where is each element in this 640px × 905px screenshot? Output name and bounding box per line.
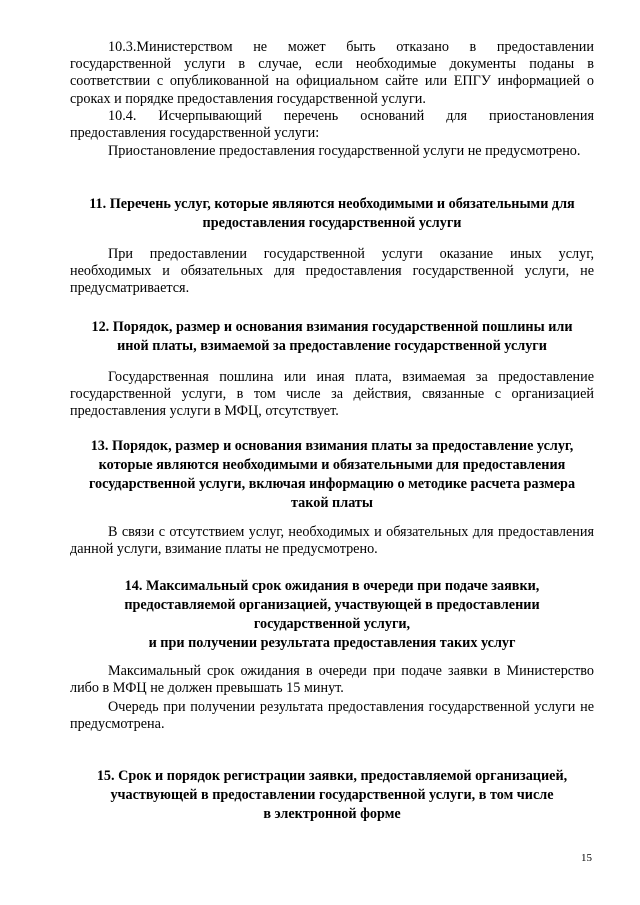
paragraph-section-14-wait: Максимальный срок ожидания в очереди при подаче заявки в Министерство либо в МФЦ не должен превышать 15 минут. xyxy=(70,663,594,697)
heading-line: 12. Порядок, размер и основания взимания государственной пошлины или xyxy=(91,319,573,335)
heading-line: 15. Срок и порядок регистрации заявки, предоставляемой организацией, xyxy=(96,768,568,784)
paragraph-10-4: 10.4. Исчерпывающий перечень оснований для приостановления предоставления государственной услуги: xyxy=(70,108,594,142)
paragraph-10-4-suspension: Приостановление предоставления государственной услуги не предусмотрено. xyxy=(108,143,581,159)
heading-line: в электронной форме xyxy=(263,806,401,822)
heading-line: государственной услуги, xyxy=(253,616,411,632)
paragraph-section-13: В связи с отсутствием услуг, необходимых и обязательных для предоставления данной услуги, взимание платы не предусмотрено. xyxy=(70,524,594,558)
paragraph-section-14-queue: Очередь при получении результата предоставления государственной услуги не предусмотрена. xyxy=(70,699,594,733)
heading-section-14 xyxy=(60,577,604,653)
paragraph-section-11: При предоставлении государственной услуги оказание иных услуг, необходимых и обязательных для предоставления государственной услуги, не предусматривается. xyxy=(70,246,594,297)
heading-line: предоставления государственной услуги xyxy=(202,215,462,231)
paragraph-section-12: Государственная пошлина или иная плата, взимаемая за предоставление государственной услуги, в том числе за действия, связанные с организацией предоставления услуги в МФЦ, отсутствует. xyxy=(70,369,594,420)
heading-section-13 xyxy=(60,437,604,513)
heading-line: предоставляемой организацией, участвующей в предоставлении xyxy=(124,597,540,613)
heading-line: такой платы xyxy=(291,495,373,511)
paragraph-10-3: 10.3.Министерством не может быть отказано в предоставлении государственной услуги в случае, если необходимые документы поданы в соответствии с опубликованной на официальном сайте или ЕПГУ информацией о сроках и порядке предоставления государственной услуги. xyxy=(70,39,594,107)
heading-line: 14. Максимальный срок ожидания в очереди при подаче заявки, xyxy=(124,578,540,594)
heading-section-12 xyxy=(60,318,604,356)
heading-section-15 xyxy=(60,767,604,824)
heading-line: и при получении результата предоставления таких услуг xyxy=(148,635,516,651)
heading-line: которые являются необходимыми и обязательными для предоставления xyxy=(98,457,566,473)
page-number: 15 xyxy=(581,852,592,864)
heading-line: иной платы, взимаемой за предоставление государственной услуги xyxy=(117,338,547,354)
heading-line: государственной услуги, включая информацию о методике расчета размера xyxy=(88,476,576,492)
heading-line: участвующей в предоставлении государственной услуги, в том числе xyxy=(110,787,554,803)
heading-section-11 xyxy=(60,195,604,233)
heading-line: 11. Перечень услуг, которые являются необходимыми и обязательными для xyxy=(89,196,575,212)
heading-line: 13. Порядок, размер и основания взимания платы за предоставление услуг, xyxy=(90,438,574,454)
